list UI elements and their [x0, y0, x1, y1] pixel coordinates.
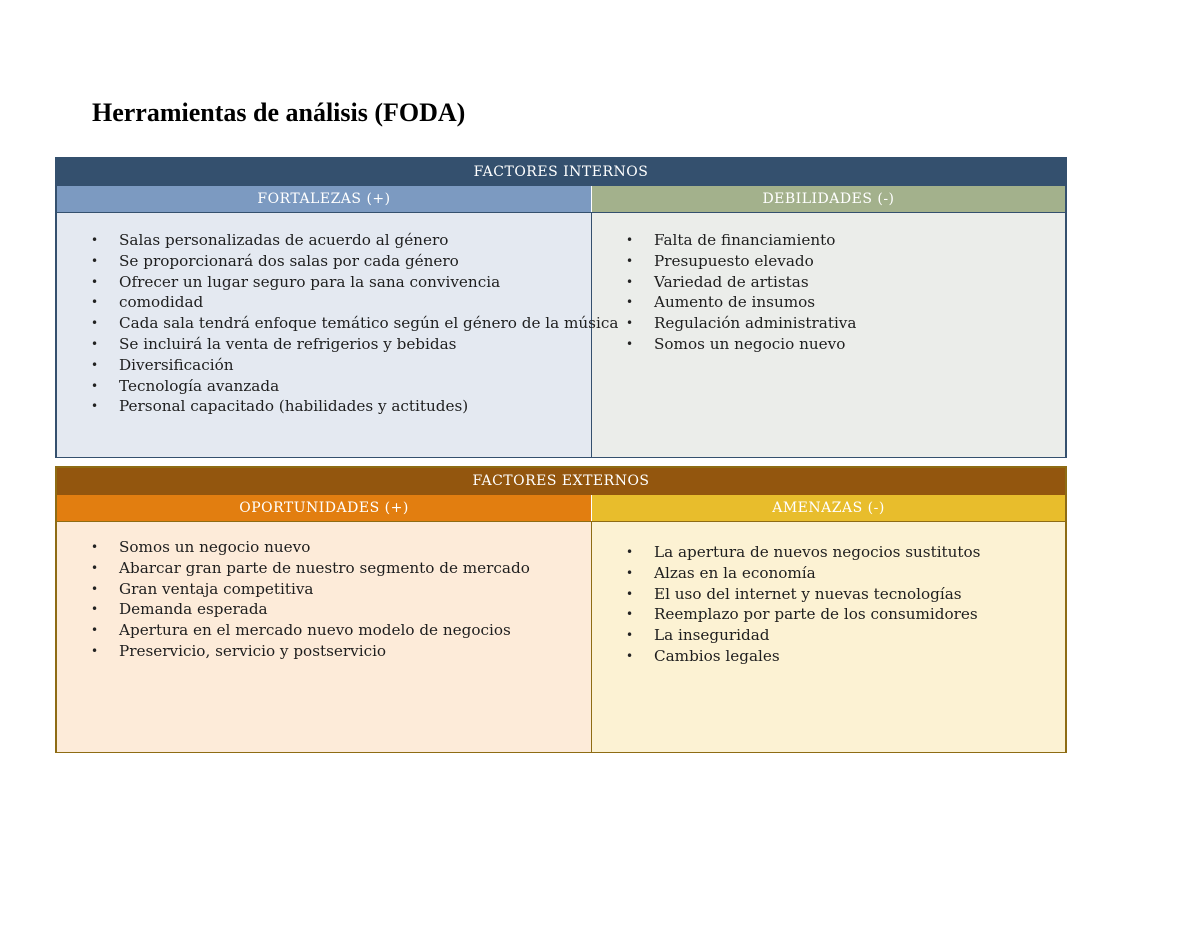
debilidades-header: DEBILIDADES (-) [592, 186, 1065, 212]
fortaleza-item: • Ofrecer un lugar seguro para la sana convivencia [91, 272, 591, 293]
fortalezas-header: FORTALEZAS (+) [57, 186, 592, 212]
debilidad-item: • Somos un negocio nuevo [626, 334, 1065, 355]
fortaleza-item: • Cada sala tendrá enfoque temático según el género de la música [91, 313, 591, 334]
amenaza-item: • Alzas en la economía [626, 563, 1065, 584]
fortalezas-list [57, 230, 619, 417]
oportunidad-item: • Abarcar gran parte de nuestro segmento de mercado [91, 558, 591, 579]
page-title: Herramientas de análisis (FODA) [92, 98, 466, 127]
factores-internos-header: FACTORES INTERNOS [57, 159, 1065, 186]
oportunidades-list [57, 537, 591, 662]
fortaleza-item: • Tecnología avanzada [91, 376, 591, 397]
debilidad-item: • Aumento de insumos [626, 292, 1065, 313]
factores-externos-body [57, 521, 1065, 752]
debilidad-item: • Variedad de artistas [626, 272, 1065, 293]
oportunidad-item: • Somos un negocio nuevo [91, 537, 591, 558]
fortaleza-item: • Diversificación [91, 355, 591, 376]
amenaza-item: • Reemplazo por parte de los consumidores [626, 604, 1065, 625]
fortalezas-cell [57, 213, 619, 457]
fortaleza-item: • Se proporcionará dos salas por cada género [91, 251, 591, 272]
amenaza-item: • Cambios legales [626, 646, 1065, 667]
factores-internos-column-headers [57, 186, 1065, 212]
oportunidad-item: • Demanda esperada [91, 599, 591, 620]
amenazas-list [592, 542, 1065, 667]
fortaleza-item: • Se incluirá la venta de refrigerios y bebidas [91, 334, 591, 355]
amenazas-cell [592, 522, 1065, 752]
fortaleza-item: • Personal capacitado (habilidades y actitudes) [91, 396, 591, 417]
amenazas-header: AMENAZAS (-) [592, 495, 1065, 521]
debilidad-item: • Falta de financiamiento [626, 230, 1065, 251]
debilidad-item: • Regulación administrativa [626, 313, 1065, 334]
oportunidad-item: • Preservicio, servicio y postservicio [91, 641, 591, 662]
amenaza-item: • La inseguridad [626, 625, 1065, 646]
factores-internos-body [57, 212, 1065, 457]
amenaza-item: • El uso del internet y nuevas tecnologías [626, 584, 1065, 605]
oportunidades-cell [57, 522, 592, 752]
factores-externos-header: FACTORES EXTERNOS [57, 468, 1065, 495]
debilidad-item: • Presupuesto elevado [626, 251, 1065, 272]
amenaza-item: • La apertura de nuevos negocios sustitutos [626, 542, 1065, 563]
debilidades-list [592, 230, 1065, 355]
factores-externos-table [55, 466, 1067, 753]
oportunidad-item: • Gran ventaja competitiva [91, 579, 591, 600]
factores-internos-table [55, 157, 1067, 458]
oportunidad-item: • Apertura en el mercado nuevo modelo de negocios [91, 620, 591, 641]
oportunidades-header: OPORTUNIDADES (+) [57, 495, 592, 521]
fortaleza-item: • comodidad [91, 292, 591, 313]
factores-externos-column-headers [57, 495, 1065, 521]
debilidades-cell [592, 213, 1065, 457]
fortaleza-item: • Salas personalizadas de acuerdo al género [91, 230, 591, 251]
